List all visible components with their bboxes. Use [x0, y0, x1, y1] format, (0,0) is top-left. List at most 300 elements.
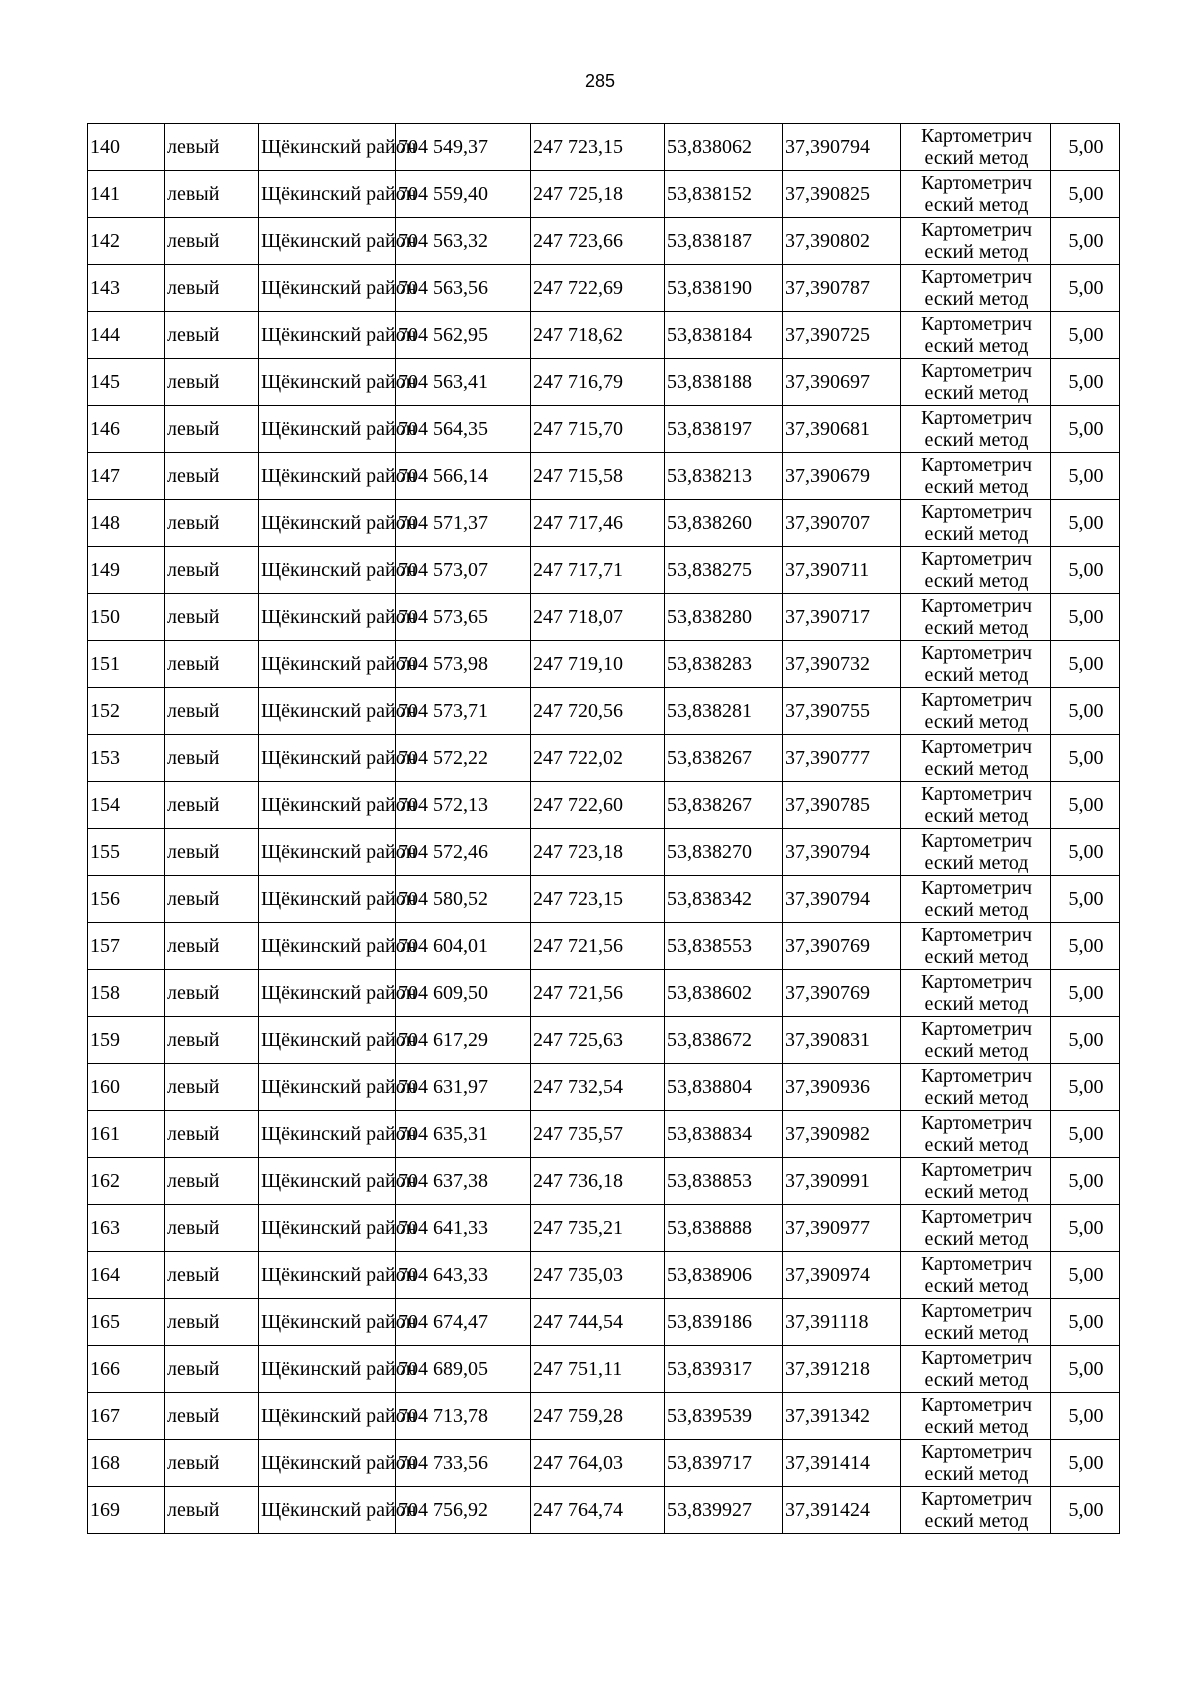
cell-method	[901, 500, 1051, 547]
cell-y-coordinate: 247 723,15	[531, 876, 665, 923]
cell-method	[901, 547, 1051, 594]
cell-district: Щёкинский район	[259, 1111, 396, 1158]
cell-side: левый	[165, 453, 259, 500]
cell-point-number: 145	[88, 359, 165, 406]
cell-latitude: 53,839539	[665, 1393, 783, 1440]
table-row	[88, 1252, 1120, 1299]
method-text-line: еский метод	[924, 758, 1029, 780]
cell-method	[901, 923, 1051, 970]
method-text-line: еский метод	[924, 1181, 1029, 1203]
table-row	[88, 688, 1120, 735]
cell-accuracy: 5,00	[1051, 265, 1120, 312]
method-text-line: еский метод	[924, 1463, 1029, 1485]
table-row	[88, 547, 1120, 594]
cell-x-coordinate: 704 572,46	[396, 829, 531, 876]
cell-side: левый	[165, 735, 259, 782]
cell-district: Щёкинский район	[259, 547, 396, 594]
cell-y-coordinate: 247 725,18	[531, 171, 665, 218]
cell-point-number: 164	[88, 1252, 165, 1299]
cell-method	[901, 1346, 1051, 1393]
cell-x-coordinate: 704 572,22	[396, 735, 531, 782]
cell-point-number: 151	[88, 641, 165, 688]
table-row	[88, 1346, 1120, 1393]
cell-point-number: 163	[88, 1205, 165, 1252]
cell-y-coordinate: 247 722,69	[531, 265, 665, 312]
cell-side: левый	[165, 124, 259, 171]
cell-x-coordinate: 704 573,07	[396, 547, 531, 594]
table-row	[88, 1205, 1120, 1252]
cell-side: левый	[165, 688, 259, 735]
method-text-line: Картометрич	[920, 313, 1033, 335]
cell-x-coordinate: 704 571,37	[396, 500, 531, 547]
cell-longitude: 37,390785	[783, 782, 901, 829]
cell-longitude: 37,390732	[783, 641, 901, 688]
cell-y-coordinate: 247 717,71	[531, 547, 665, 594]
cell-accuracy: 5,00	[1051, 1158, 1120, 1205]
cell-method	[901, 782, 1051, 829]
cell-x-coordinate: 704 689,05	[396, 1346, 531, 1393]
cell-accuracy: 5,00	[1051, 923, 1120, 970]
cell-accuracy: 5,00	[1051, 1017, 1120, 1064]
cell-point-number: 143	[88, 265, 165, 312]
cell-district: Щёкинский район	[259, 171, 396, 218]
table-row	[88, 923, 1120, 970]
cell-y-coordinate: 247 723,15	[531, 124, 665, 171]
cell-longitude: 37,390777	[783, 735, 901, 782]
cell-latitude: 53,838281	[665, 688, 783, 735]
cell-side: левый	[165, 1487, 259, 1534]
cell-longitude: 37,391424	[783, 1487, 901, 1534]
table-row	[88, 124, 1120, 171]
cell-x-coordinate: 704 713,78	[396, 1393, 531, 1440]
cell-point-number: 149	[88, 547, 165, 594]
cell-x-coordinate: 704 559,40	[396, 171, 531, 218]
cell-longitude: 37,390802	[783, 218, 901, 265]
cell-accuracy: 5,00	[1051, 970, 1120, 1017]
method-text-line: еский метод	[924, 1087, 1029, 1109]
table-row	[88, 1158, 1120, 1205]
cell-accuracy: 5,00	[1051, 500, 1120, 547]
method-text-line: еский метод	[924, 1510, 1029, 1532]
cell-x-coordinate: 704 609,50	[396, 970, 531, 1017]
cell-district: Щёкинский район	[259, 1346, 396, 1393]
table-body	[88, 124, 1120, 1534]
cell-district: Щёкинский район	[259, 218, 396, 265]
cell-method	[901, 735, 1051, 782]
cell-accuracy: 5,00	[1051, 547, 1120, 594]
cell-point-number: 142	[88, 218, 165, 265]
cell-x-coordinate: 704 604,01	[396, 923, 531, 970]
cell-x-coordinate: 704 572,13	[396, 782, 531, 829]
method-text-line: еский метод	[924, 946, 1029, 968]
cell-x-coordinate: 704 563,32	[396, 218, 531, 265]
cell-x-coordinate: 704 631,97	[396, 1064, 531, 1111]
cell-point-number: 158	[88, 970, 165, 1017]
cell-point-number: 153	[88, 735, 165, 782]
cell-side: левый	[165, 1299, 259, 1346]
cell-district: Щёкинский район	[259, 735, 396, 782]
cell-method	[901, 359, 1051, 406]
cell-side: левый	[165, 876, 259, 923]
method-text-line: Картометрич	[920, 1488, 1033, 1510]
cell-side: левый	[165, 359, 259, 406]
cell-point-number: 157	[88, 923, 165, 970]
cell-x-coordinate: 704 573,71	[396, 688, 531, 735]
method-text-line: еский метод	[924, 617, 1029, 639]
method-text-line: еский метод	[924, 1275, 1029, 1297]
cell-method	[901, 876, 1051, 923]
cell-y-coordinate: 247 736,18	[531, 1158, 665, 1205]
cell-district: Щёкинский район	[259, 1252, 396, 1299]
method-text-line: Картометрич	[920, 360, 1033, 382]
method-text-line: Картометрич	[920, 1206, 1033, 1228]
cell-latitude: 53,838553	[665, 923, 783, 970]
cell-accuracy: 5,00	[1051, 876, 1120, 923]
method-text-line: еский метод	[924, 147, 1029, 169]
cell-longitude: 37,391218	[783, 1346, 901, 1393]
table-row	[88, 641, 1120, 688]
method-text-line: еский метод	[924, 1416, 1029, 1438]
cell-accuracy: 5,00	[1051, 124, 1120, 171]
cell-point-number: 161	[88, 1111, 165, 1158]
cell-method	[901, 312, 1051, 359]
cell-x-coordinate: 704 549,37	[396, 124, 531, 171]
method-text-line: еский метод	[924, 476, 1029, 498]
cell-longitude: 37,390794	[783, 876, 901, 923]
table-row	[88, 1064, 1120, 1111]
cell-y-coordinate: 247 735,21	[531, 1205, 665, 1252]
cell-x-coordinate: 704 617,29	[396, 1017, 531, 1064]
cell-y-coordinate: 247 764,03	[531, 1440, 665, 1487]
cell-accuracy: 5,00	[1051, 1252, 1120, 1299]
cell-accuracy: 5,00	[1051, 594, 1120, 641]
cell-point-number: 165	[88, 1299, 165, 1346]
cell-longitude: 37,390717	[783, 594, 901, 641]
cell-accuracy: 5,00	[1051, 312, 1120, 359]
cell-longitude: 37,390711	[783, 547, 901, 594]
cell-district: Щёкинский район	[259, 1487, 396, 1534]
cell-side: левый	[165, 782, 259, 829]
cell-x-coordinate: 704 580,52	[396, 876, 531, 923]
cell-side: левый	[165, 265, 259, 312]
cell-accuracy: 5,00	[1051, 1111, 1120, 1158]
cell-method	[901, 171, 1051, 218]
cell-longitude: 37,390794	[783, 829, 901, 876]
cell-district: Щёкинский район	[259, 359, 396, 406]
cell-y-coordinate: 247 732,54	[531, 1064, 665, 1111]
cell-method	[901, 124, 1051, 171]
cell-latitude: 53,838270	[665, 829, 783, 876]
method-text-line: еский метод	[924, 335, 1029, 357]
cell-accuracy: 5,00	[1051, 782, 1120, 829]
cell-longitude: 37,390769	[783, 923, 901, 970]
cell-point-number: 152	[88, 688, 165, 735]
table-row	[88, 1487, 1120, 1534]
method-text-line: еский метод	[924, 1040, 1029, 1062]
cell-latitude: 53,838267	[665, 782, 783, 829]
cell-side: левый	[165, 312, 259, 359]
cell-side: левый	[165, 970, 259, 1017]
cell-method	[901, 1205, 1051, 1252]
cell-accuracy: 5,00	[1051, 171, 1120, 218]
cell-district: Щёкинский район	[259, 1064, 396, 1111]
method-text-line: еский метод	[924, 429, 1029, 451]
cell-y-coordinate: 247 719,10	[531, 641, 665, 688]
cell-x-coordinate: 704 573,65	[396, 594, 531, 641]
cell-y-coordinate: 247 718,07	[531, 594, 665, 641]
cell-y-coordinate: 247 715,70	[531, 406, 665, 453]
cell-side: левый	[165, 500, 259, 547]
method-text-line: Картометрич	[920, 595, 1033, 617]
cell-accuracy: 5,00	[1051, 735, 1120, 782]
cell-point-number: 150	[88, 594, 165, 641]
table-row	[88, 782, 1120, 829]
cell-accuracy: 5,00	[1051, 359, 1120, 406]
method-text-line: еский метод	[924, 1369, 1029, 1391]
method-text-line: Картометрич	[920, 1347, 1033, 1369]
cell-point-number: 159	[88, 1017, 165, 1064]
cell-method	[901, 453, 1051, 500]
cell-point-number: 156	[88, 876, 165, 923]
cell-latitude: 53,839186	[665, 1299, 783, 1346]
cell-longitude: 37,390977	[783, 1205, 901, 1252]
cell-y-coordinate: 247 723,66	[531, 218, 665, 265]
cell-district: Щёкинский район	[259, 594, 396, 641]
method-text-line: Картометрич	[920, 125, 1033, 147]
cell-district: Щёкинский район	[259, 782, 396, 829]
cell-latitude: 53,838213	[665, 453, 783, 500]
cell-method	[901, 1487, 1051, 1534]
method-text-line: еский метод	[924, 899, 1029, 921]
method-text-line: еский метод	[924, 382, 1029, 404]
cell-point-number: 155	[88, 829, 165, 876]
cell-longitude: 37,390974	[783, 1252, 901, 1299]
table-row	[88, 735, 1120, 782]
method-text-line: Картометрич	[920, 1065, 1033, 1087]
cell-longitude: 37,390755	[783, 688, 901, 735]
cell-x-coordinate: 704 674,47	[396, 1299, 531, 1346]
cell-y-coordinate: 247 717,46	[531, 500, 665, 547]
cell-latitude: 53,838197	[665, 406, 783, 453]
method-text-line: Картометрич	[920, 1394, 1033, 1416]
cell-x-coordinate: 704 564,35	[396, 406, 531, 453]
cell-x-coordinate: 704 641,33	[396, 1205, 531, 1252]
cell-method	[901, 970, 1051, 1017]
method-text-line: еский метод	[924, 1134, 1029, 1156]
method-text-line: Картометрич	[920, 1018, 1033, 1040]
cell-point-number: 141	[88, 171, 165, 218]
cell-accuracy: 5,00	[1051, 453, 1120, 500]
cell-x-coordinate: 704 756,92	[396, 1487, 531, 1534]
table-row	[88, 829, 1120, 876]
cell-latitude: 53,838184	[665, 312, 783, 359]
cell-point-number: 167	[88, 1393, 165, 1440]
cell-y-coordinate: 247 716,79	[531, 359, 665, 406]
cell-side: левый	[165, 594, 259, 641]
cell-y-coordinate: 247 722,02	[531, 735, 665, 782]
page-number: 285	[584, 71, 616, 91]
cell-y-coordinate: 247 735,03	[531, 1252, 665, 1299]
method-text-line: Картометрич	[920, 172, 1033, 194]
cell-accuracy: 5,00	[1051, 688, 1120, 735]
cell-district: Щёкинский район	[259, 923, 396, 970]
cell-side: левый	[165, 1393, 259, 1440]
table-row	[88, 406, 1120, 453]
cell-accuracy: 5,00	[1051, 1487, 1120, 1534]
cell-x-coordinate: 704 563,56	[396, 265, 531, 312]
cell-district: Щёкинский район	[259, 641, 396, 688]
cell-point-number: 168	[88, 1440, 165, 1487]
cell-x-coordinate: 704 637,38	[396, 1158, 531, 1205]
cell-y-coordinate: 247 744,54	[531, 1299, 665, 1346]
table-row	[88, 1299, 1120, 1346]
cell-longitude: 37,391118	[783, 1299, 901, 1346]
method-text-line: Картометрич	[920, 454, 1033, 476]
cell-method	[901, 1440, 1051, 1487]
cell-y-coordinate: 247 720,56	[531, 688, 665, 735]
cell-longitude: 37,390982	[783, 1111, 901, 1158]
cell-latitude: 53,838804	[665, 1064, 783, 1111]
method-text-line: еский метод	[924, 288, 1029, 310]
cell-district: Щёкинский район	[259, 1205, 396, 1252]
cell-method	[901, 218, 1051, 265]
cell-side: левый	[165, 547, 259, 594]
table-row	[88, 218, 1120, 265]
method-text-line: еский метод	[924, 241, 1029, 263]
cell-longitude: 37,390697	[783, 359, 901, 406]
cell-latitude: 53,838280	[665, 594, 783, 641]
cell-point-number: 140	[88, 124, 165, 171]
cell-point-number: 169	[88, 1487, 165, 1534]
cell-method	[901, 265, 1051, 312]
method-text-line: Картометрич	[920, 1253, 1033, 1275]
method-text-line: Картометрич	[920, 501, 1033, 523]
cell-accuracy: 5,00	[1051, 1346, 1120, 1393]
cell-latitude: 53,838190	[665, 265, 783, 312]
cell-latitude: 53,838187	[665, 218, 783, 265]
cell-latitude: 53,838342	[665, 876, 783, 923]
cell-side: левый	[165, 923, 259, 970]
method-text-line: Картометрич	[920, 783, 1033, 805]
cell-district: Щёкинский район	[259, 876, 396, 923]
cell-side: левый	[165, 406, 259, 453]
method-text-line: Картометрич	[920, 642, 1033, 664]
cell-longitude: 37,391414	[783, 1440, 901, 1487]
cell-longitude: 37,390825	[783, 171, 901, 218]
cell-longitude: 37,390725	[783, 312, 901, 359]
method-text-line: еский метод	[924, 194, 1029, 216]
cell-accuracy: 5,00	[1051, 1205, 1120, 1252]
cell-point-number: 147	[88, 453, 165, 500]
cell-side: левый	[165, 1440, 259, 1487]
cell-district: Щёкинский район	[259, 1393, 396, 1440]
cell-method	[901, 1017, 1051, 1064]
cell-method	[901, 1064, 1051, 1111]
method-text-line: Картометрич	[920, 877, 1033, 899]
cell-side: левый	[165, 1205, 259, 1252]
cell-longitude: 37,390681	[783, 406, 901, 453]
method-text-line: Картометрич	[920, 971, 1033, 993]
cell-accuracy: 5,00	[1051, 218, 1120, 265]
cell-latitude: 53,838188	[665, 359, 783, 406]
cell-y-coordinate: 247 759,28	[531, 1393, 665, 1440]
cell-district: Щёкинский район	[259, 500, 396, 547]
cell-district: Щёкинский район	[259, 265, 396, 312]
cell-latitude: 53,838152	[665, 171, 783, 218]
cell-district: Щёкинский район	[259, 688, 396, 735]
cell-method	[901, 1393, 1051, 1440]
cell-longitude: 37,390679	[783, 453, 901, 500]
cell-y-coordinate: 247 735,57	[531, 1111, 665, 1158]
method-text-line: еский метод	[924, 523, 1029, 545]
coordinates-table	[87, 123, 1120, 1534]
cell-district: Щёкинский район	[259, 1017, 396, 1064]
cell-x-coordinate: 704 562,95	[396, 312, 531, 359]
table-row	[88, 1440, 1120, 1487]
method-text-line: Картометрич	[920, 548, 1033, 570]
cell-y-coordinate: 247 721,56	[531, 970, 665, 1017]
cell-longitude: 37,390769	[783, 970, 901, 1017]
cell-y-coordinate: 247 723,18	[531, 829, 665, 876]
method-text-line: еский метод	[924, 852, 1029, 874]
cell-longitude: 37,390794	[783, 124, 901, 171]
method-text-line: еский метод	[924, 1322, 1029, 1344]
cell-longitude: 37,390707	[783, 500, 901, 547]
cell-point-number: 160	[88, 1064, 165, 1111]
table-row	[88, 594, 1120, 641]
cell-side: левый	[165, 1252, 259, 1299]
method-text-line: Картометрич	[920, 1112, 1033, 1134]
cell-side: левый	[165, 218, 259, 265]
cell-method	[901, 1158, 1051, 1205]
cell-accuracy: 5,00	[1051, 1064, 1120, 1111]
cell-method	[901, 1299, 1051, 1346]
method-text-line: еский метод	[924, 664, 1029, 686]
method-text-line: Картометрич	[920, 736, 1033, 758]
cell-x-coordinate: 704 566,14	[396, 453, 531, 500]
cell-latitude: 53,838672	[665, 1017, 783, 1064]
cell-x-coordinate: 704 635,31	[396, 1111, 531, 1158]
cell-latitude: 53,838275	[665, 547, 783, 594]
method-text-line: Картометрич	[920, 266, 1033, 288]
cell-longitude: 37,390787	[783, 265, 901, 312]
cell-latitude: 53,838062	[665, 124, 783, 171]
cell-side: левый	[165, 1158, 259, 1205]
cell-side: левый	[165, 1346, 259, 1393]
method-text-line: Картометрич	[920, 407, 1033, 429]
table-row	[88, 970, 1120, 1017]
cell-point-number: 166	[88, 1346, 165, 1393]
method-text-line: еский метод	[924, 805, 1029, 827]
cell-x-coordinate: 704 573,98	[396, 641, 531, 688]
cell-accuracy: 5,00	[1051, 406, 1120, 453]
table-row	[88, 876, 1120, 923]
cell-method	[901, 1252, 1051, 1299]
cell-point-number: 162	[88, 1158, 165, 1205]
method-text-line: Картометрич	[920, 1441, 1033, 1463]
table-row	[88, 453, 1120, 500]
table-row	[88, 1393, 1120, 1440]
cell-x-coordinate: 704 563,41	[396, 359, 531, 406]
cell-district: Щёкинский район	[259, 970, 396, 1017]
cell-latitude: 53,839717	[665, 1440, 783, 1487]
cell-district: Щёкинский район	[259, 1158, 396, 1205]
cell-accuracy: 5,00	[1051, 829, 1120, 876]
cell-accuracy: 5,00	[1051, 1393, 1120, 1440]
cell-method	[901, 829, 1051, 876]
cell-latitude: 53,838267	[665, 735, 783, 782]
cell-longitude: 37,390936	[783, 1064, 901, 1111]
